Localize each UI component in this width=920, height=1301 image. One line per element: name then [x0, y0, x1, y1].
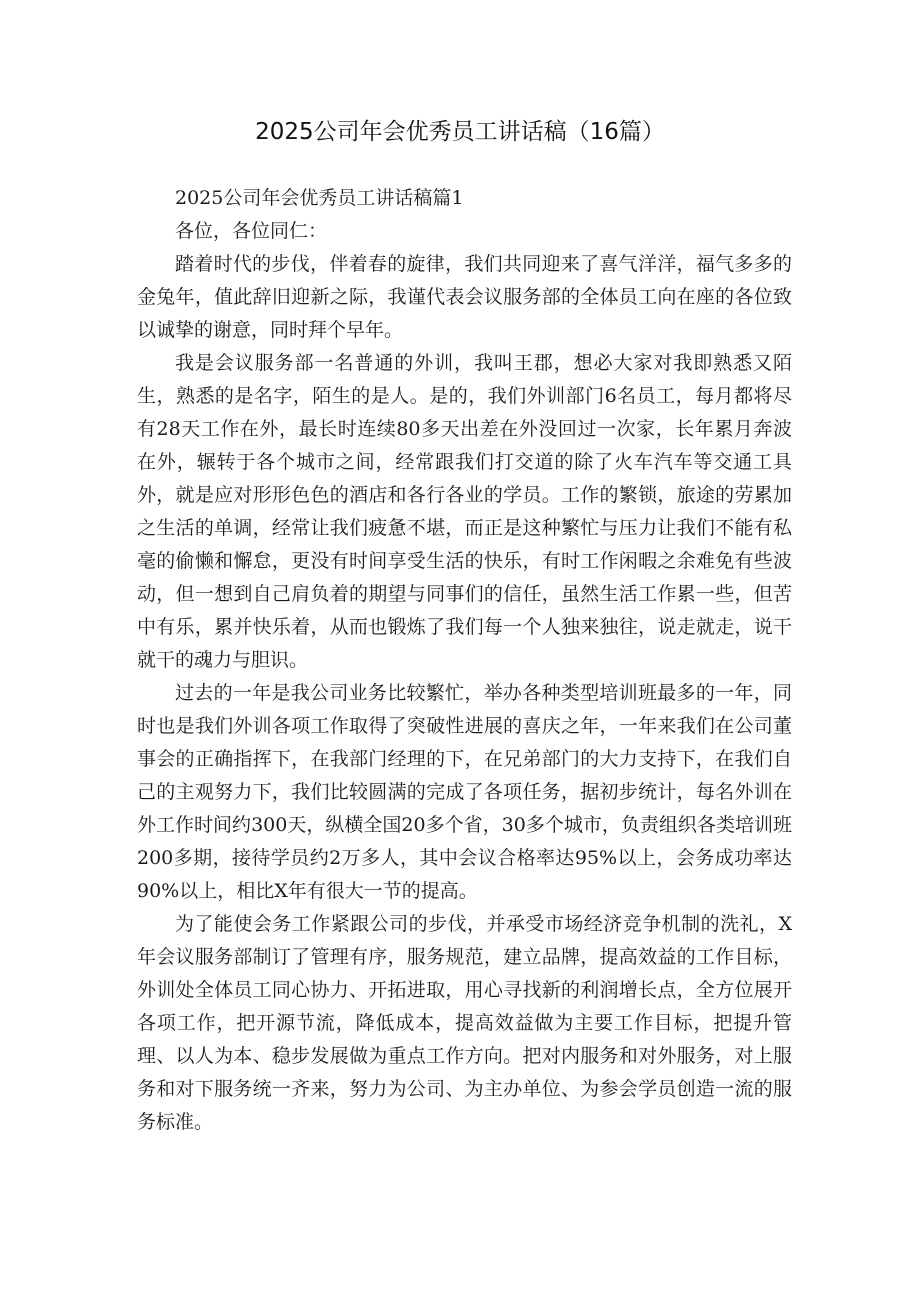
- document-title: 2025公司年会优秀员工讲话稿（16篇）: [255, 119, 665, 145]
- paragraph-1: 踏着时代的步伐，伴着春的旋律，我们共同迎来了喜气洋洋，福气多多的金兔年，值此辞旧迎新之际，我谨代表会议服务部的全体员工向在座的各位致以诚挚的谢意，同时拜个早年。: [137, 253, 792, 341]
- section-heading: 2025公司年会优秀员工讲话稿篇1: [175, 187, 464, 209]
- paragraph-2: 我是会议服务部一名普通的外训，我叫王郡，想必大家对我即熟悉又陌生，熟悉的是名字，陌生的是人。是的，我们外训部门6名员工，每月都将尽有28天工作在外，最长时连续80多天出差在外没回过一次家，长年累月奔波在外，辗转于各个城市之间，经常跟我们打交道的除了火车汽车等交通工具外，就是应对形形色色的酒店和各行各业的学员。工作的繁锁，旅途的劳累加之生活的单调，经常让我们疲惫不堪，而正是这种繁忙与压力让我们不能有私毫的偷懒和懈怠，更没有时间享受生活的快乐，有时工作闲暇之余难免有些波动，但一想到自己肩负着的期望与同事们的信任，虽然生活工作累一些，但苦中有乐，累并快乐着，从而也锻炼了我们每一个人独来独往，说走就走，说干就干的魂力与胆识。: [137, 352, 792, 671]
- document-body: [137, 182, 792, 1139]
- salutation: 各位，各位同仁：: [175, 220, 328, 242]
- paragraph-4: 为了能使会务工作紧跟公司的步伐，并承受市场经济竞争机制的洗礼，X年会议服务部制订了管理有序，服务规范，建立品牌，提高效益的工作目标，外训处全体员工同心协力、开拓进取，用心寻找新的利润增长点，全方位展开各项工作，把开源节流，降低成本，提高效益做为主要工作目标，把提升管理、以人为本、稳步发展做为重点工作方向。把对内服务和对外服务，对上服务和对下服务统一齐来，努力为公司、为主办单位、为参会学员创造一流的服务标准。: [137, 913, 792, 1133]
- paragraph-3: 过去的一年是我公司业务比较繁忙，举办各种类型培训班最多的一年，同时也是我们外训各项工作取得了突破性进展的喜庆之年，一年来我们在公司董事会的正确指挥下，在我部门经理的下，在兄弟部门的大力支持下，在我们自己的主观努力下，我们比较圆满的完成了各项任务，据初步统计，每名外训在外工作时间约300天，纵横全国20多个省，30多个城市，负责组织各类培训班200多期，接待学员约2万多人，其中会议合格率达95%以上，会务成功率达90%以上，相比X年有很大一节的提高。: [137, 682, 792, 902]
